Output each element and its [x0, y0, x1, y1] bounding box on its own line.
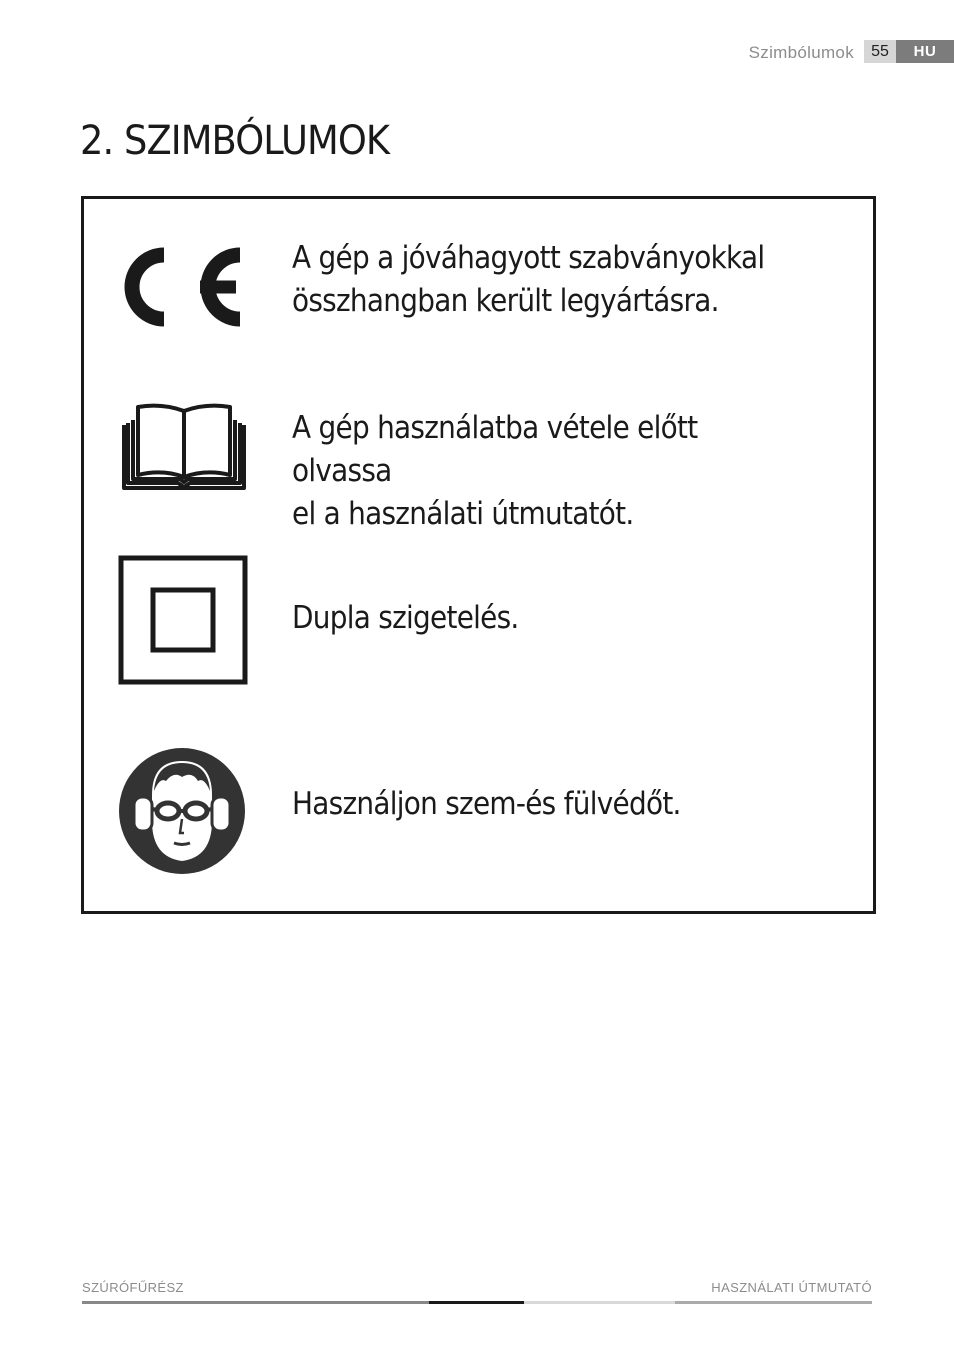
symbol-text-ce: A gép a jóváhagyott szabványokkal összhangban került legyártásra. [292, 240, 765, 319]
page-title: 2. SZIMBÓLUMOK [80, 118, 390, 164]
footer-rule-mid [524, 1301, 675, 1304]
footer-product-name: SZÚRÓFŰRÉSZ [82, 1280, 184, 1295]
symbol-row-double-insulation [84, 555, 873, 685]
footer-rule-left [82, 1301, 429, 1304]
footer-rule-right [675, 1301, 872, 1304]
symbol-row-manual [84, 403, 873, 532]
symbol-text-protection: Használjon szem-és fülvédőt. [292, 786, 681, 822]
footer-rule-center [429, 1301, 524, 1304]
eye-ear-protection-icon [118, 747, 246, 879]
symbol-row-ce [84, 237, 873, 337]
symbols-box [81, 196, 876, 914]
page-number: 55 [864, 40, 896, 63]
language-tab: HU [896, 40, 954, 63]
symbol-text-double-insulation: Dupla szigetelés. [292, 600, 519, 636]
symbol-text-manual: A gép használatba vétele előtt olvassa el a használati útmutatót. [292, 410, 698, 532]
symbol-row-protection [84, 747, 873, 877]
footer-document-name: HASZNÁLATI ÚTMUTATÓ [711, 1280, 872, 1295]
ce-mark-icon [118, 241, 244, 337]
manual-book-icon [122, 403, 246, 495]
double-insulation-icon [118, 555, 248, 689]
running-header-section: Szimbólumok [748, 43, 854, 62]
